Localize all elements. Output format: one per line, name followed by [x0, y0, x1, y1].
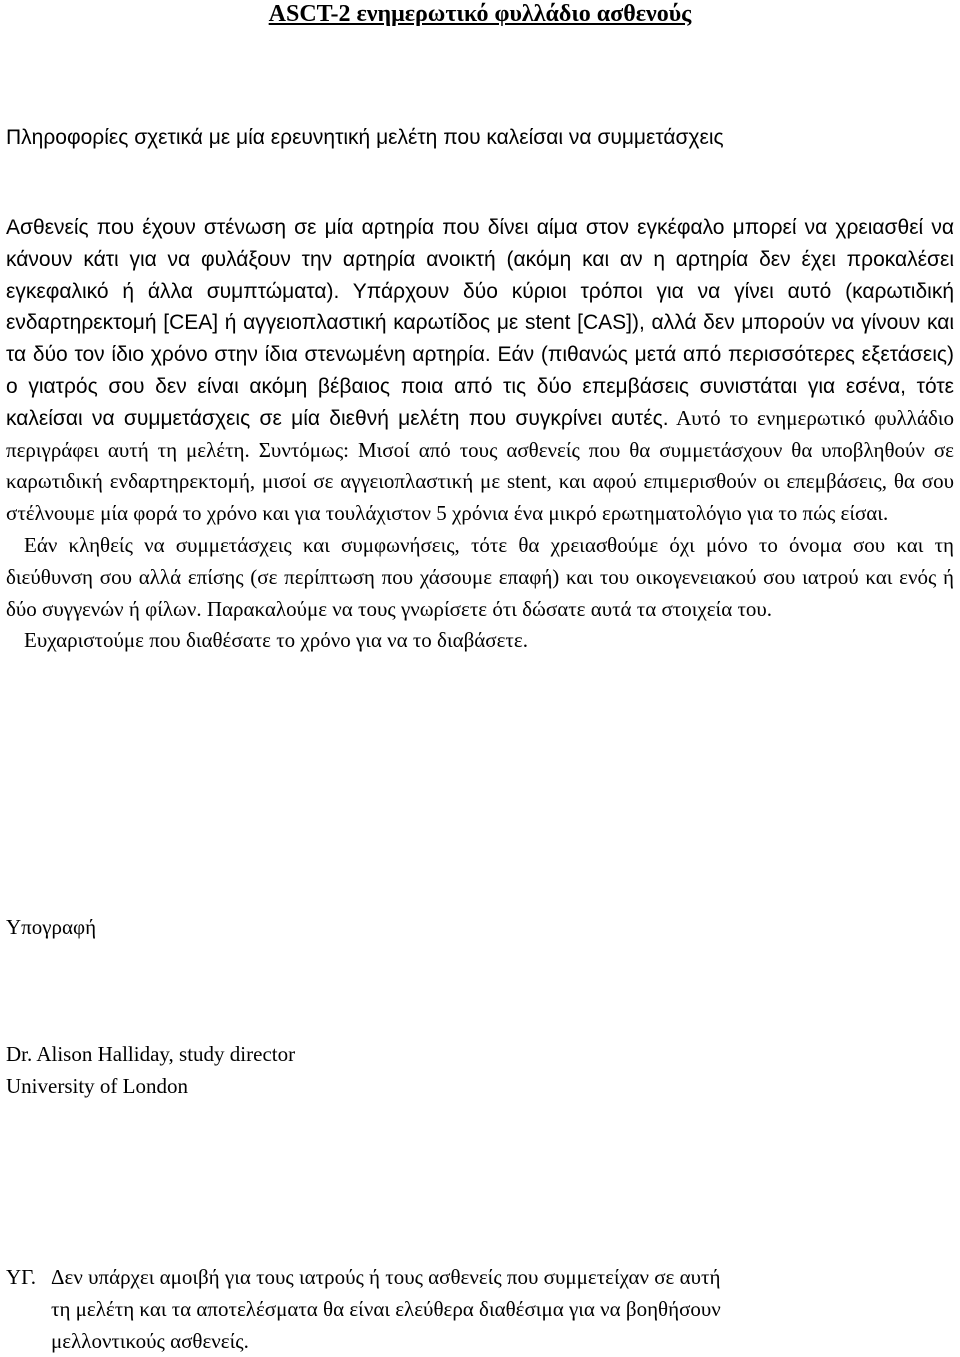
signatory-affiliation: University of London [6, 1074, 188, 1098]
paragraph-consent: Εάν κληθείς να συμμετάσχεις και συμφωνήσεις, τότε θα χρειασθούμε όχι μόνο το όνομα σου και τη διεύθυνση σου αλλά επίσης (σε περίπτωση που χάσουμε επαφή) και του οικογενειακού σου ιατρού και ενός ή δύο συγγενών ή φίλων. Παρακαλούμε να τους γνωρίσετε ότι δώσατε αυτά τα στοιχεία του. [6, 532, 954, 621]
footnote-line-1: Δεν υπάρχει αμοιβή για τους ιατρούς ή τους ασθενείς που συμμετείχαν σε αυτή [51, 1265, 721, 1289]
document-subtitle: Πληροφορίες σχετικά με μία ερευνητική μελέτη που καλείσαι να συμμετάσχεις [6, 126, 724, 149]
signature-label: Υπογραφή [6, 915, 97, 939]
paragraph-intro: Ασθενείς που έχουν στένωση σε μία αρτηρία που δίνει αίμα στον εγκέφαλο μπορεί να χρειασθεί να κάνουν κάτι για να φυλάξουν την αρτηρία ανοικτή (ακόμη και αν η αρτηρία δεν έχει προκαλέσει εγκεφαλικό ή άλλα συμπτώματα). Υπάρχουν δύο κύριοι τρόποι για να γίνει αυτό (καρωτιδική ενδαρτηρεκτομή [CEA] ή αγγειοπλαστική καρωτίδος με stent [CAS]), αλλά δεν μπορούν να γίνουν και τα δύο τον ίδιο χρόνο στην ίδια στενωμένη αρτηρία. Εάν (πιθανώς μετά από περισσότερες εξετάσεις) ο γιατρός σου δεν είναι ακόμη βέβαιος ποια από τις δύο επεμβάσεις συνιστάται για εσένα, τότε καλείσαι να συμμετάσχεις σε μία διεθνή μελέτη που συγκρίνει αυτές. [6, 216, 954, 430]
paragraph-thanks: Ευχαριστούμε που διαθέσατε το χρόνο για να το διαβάσετε. [24, 628, 528, 653]
footnote-line-3: μελλοντικούς ασθενείς. [51, 1329, 249, 1353]
body-text [6, 212, 954, 657]
signatory-name: Dr. Alison Halliday, study director [6, 1042, 296, 1066]
document-title: ASCT-2 ενημερωτικό φυλλάδιο ασθενούς [268, 1, 692, 27]
footnote-mark: ΥΓ. [6, 1265, 37, 1289]
footnote [6, 1261, 954, 1357]
footnote-line-2: τη μελέτη και τα αποτελέσματα θα είναι ελεύθερα διαθέσιμα για να βοηθήσουν [51, 1297, 721, 1321]
paragraph-summary: Αυτό το ενημερωτικό φυλλάδιο περιγράφει αυτή τη μελέτη. Συντόμως: Μισοί από τους ασθενείς που θα συμμετάσχουν θα υποβληθούν σε καρωτιδική ενδαρτηρεκτομή, μισοί σε αγγειοπλαστική με stent, και αφού επιμερισθούν οι επεμβάσεις, θα σου στέλνουμε μία φορά το χρόνο και για τουλάχιστον 5 χρόνια ένα μικρό ερωτηματολόγιο για το πώς είσαι. [6, 405, 954, 526]
